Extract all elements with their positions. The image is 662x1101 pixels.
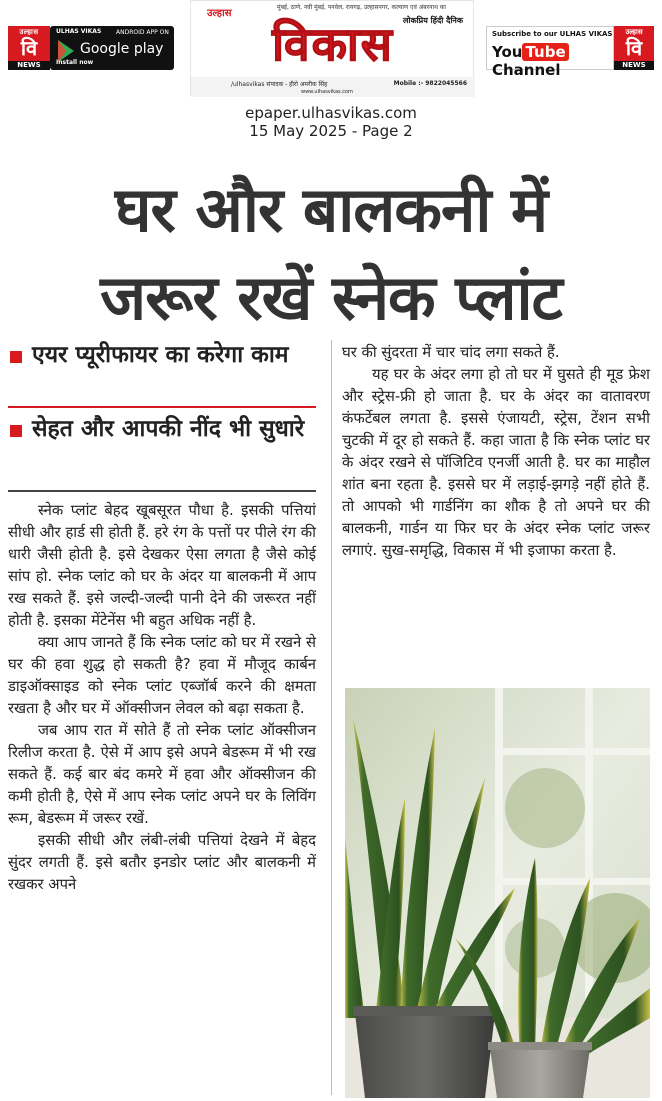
logo-news-label: NEWS [614,61,654,70]
youtube-you-text: You [492,43,523,61]
headline-line-1: घर और बालकनी में [114,173,548,246]
divider-rule [8,490,316,492]
app-name-label: ULHAS VIKAS [56,28,102,35]
logo-mark: वि [20,36,38,60]
bullet-square-icon [10,351,22,363]
highlight-text: सेहत और आपकी नींद भी सुधारे [32,416,305,442]
install-now-label: Install now [56,59,94,66]
column-divider [331,340,332,1095]
masthead-mobile: Mobile :- 9822045566 [393,80,467,87]
logo-label: उल्हास [19,28,39,36]
highlight-bullet [8,340,316,404]
paragraph: क्या आप जानते हैं कि स्नेक प्लांट को घर में रखने से घर की हवा शुद्ध हो सकती है? हवा में मौजूद कार्बन डाइऑक्साइड को स्नेक प्लांट एब्जॉर्ब करने की क्षमता रखता है और घर में ऑक्सीजन लेवल को बढ़ा सकता है. [8,634,316,717]
masthead-tagline: लोकप्रिय हिंदी दैनिक [402,16,463,25]
youtube-logo-icon [492,43,613,79]
youtube-tube-text: Tube [522,43,568,61]
paragraph: स्नेक प्लांट बेहद खूबसूरत पौधा है. इसकी पत्तियां सीधी और हार्ड सी होती हैं. हरे रंग के पत्तों पर पीले रंग की धारी जैसी होती है. इसे देखकर ऐसा लगता है जैसे कोई सांप हो. स्नेक प्लांट को घर के अंदर या बालकनी में आप रख सकते हैं. इसे जल्दी-जल्दी पानी देने की जरूरत नहीं होती है. इसका मेंटेनेंस भी बहुत अधिक नहीं है. [8,502,316,629]
epaper-date: 15 May 2025 - Page 2 [249,122,413,140]
masthead-small-label: उल्हास [207,8,232,19]
article-headline [0,166,662,342]
google-play-label: Google play [80,41,164,57]
ulhas-news-logo-right[interactable] [614,26,654,70]
highlight-bullet [8,414,316,482]
masthead-website: www.ulhasvikas.com [301,89,353,95]
masthead-logo[interactable] [190,0,474,96]
article-body-right [342,342,650,562]
youtube-channel-text: Channel [492,61,561,79]
epaper-info [0,104,662,140]
masthead-footer [191,77,475,97]
divider-rule [8,406,316,408]
paragraph: इसकी सीधी और लंबी-लंबी पत्तियां देखने में बेहद सुंदर लगती हैं. इसे बतौर इनडोर प्लांट और बालकनी में रखकर अपने [8,832,316,893]
article-column-left [8,340,316,896]
google-play-button[interactable] [50,26,174,70]
paragraph: जब आप रात में सोते हैं तो स्नेक प्लांट ऑक्सीजन रिलीज करता है. ऐसे में आप इसे अपने बेडरूम में भी रख सकते हैं. कई बार बंद कमरे में हवा और ऑक्सीजन की कमी होती है, ऐसे में आप स्नेक प्लांट अपने घर के लिविंग रूम, बेडरूम में जरूर रखें. [8,722,316,827]
logo-mark: वि [625,36,643,60]
snake-plant-image [345,688,650,1098]
highlight-text: एयर प्यूरीफायर का करेगा काम [32,342,289,368]
top-banner [0,0,662,100]
masthead-coverage-strip: मुंबई, ठाणे, नवी मुंबई, पनवेल, रायगढ़, उल्हासनगर, कल्याण एवं अंबरनाथ का [277,4,446,11]
paragraph: यह घर के अंदर लगा हो तो घर में घुसते ही मूड फ्रेश और स्ट्रेस-फ्री हो जाता है. घर के अंदर का वातावरण कंफर्टेबल लगता है. इससे एंजायटी, स्ट्रेस, टेंशन सभी चुटकी में दूर हो सकते हैं. कहा जाता है कि स्नेक प्लांट घर के अंदर रखने से पॉजिटिव एनर्जी आती है. घर का माहौल शांत बना रहता है. इससे घर में लड़ाई-झगड़े नहीं होते हैं. तो आपको भी गार्डनिंग का शौक है तो अपने घर की बालकनी, गार्डन या फिर घर के अंदर स्नेक प्लांट जरूर लगाएं. सुख-समृद्धि, विकास में भी इजाफा करता है. [342,366,650,559]
ulhas-news-logo-left[interactable] [8,26,50,70]
article-column-right [342,342,650,562]
bullet-square-icon [10,425,22,437]
logo-news-label: NEWS [8,61,50,70]
article-body-left [8,500,316,896]
logo-label: उल्हास [625,28,643,36]
snake-plant-photo [345,688,650,1098]
headline-line-2: जरूर रखें स्नेक प्लांट [100,261,562,334]
paragraph: घर की सुंदरता में चार चांद लगा सकते हैं. [342,344,560,361]
youtube-subscribe-button[interactable] [486,26,614,79]
android-app-label: ANDROID APP ON [116,29,169,36]
epaper-url[interactable]: epaper.ulhasvikas.com [245,104,417,122]
masthead-social: /ulhasvikas संपादक - हीरो अमरीक सिंह [231,81,328,88]
subscribe-label: Subscribe to our ULHAS VIKAS [492,30,613,38]
masthead-name: विकास [272,17,394,71]
